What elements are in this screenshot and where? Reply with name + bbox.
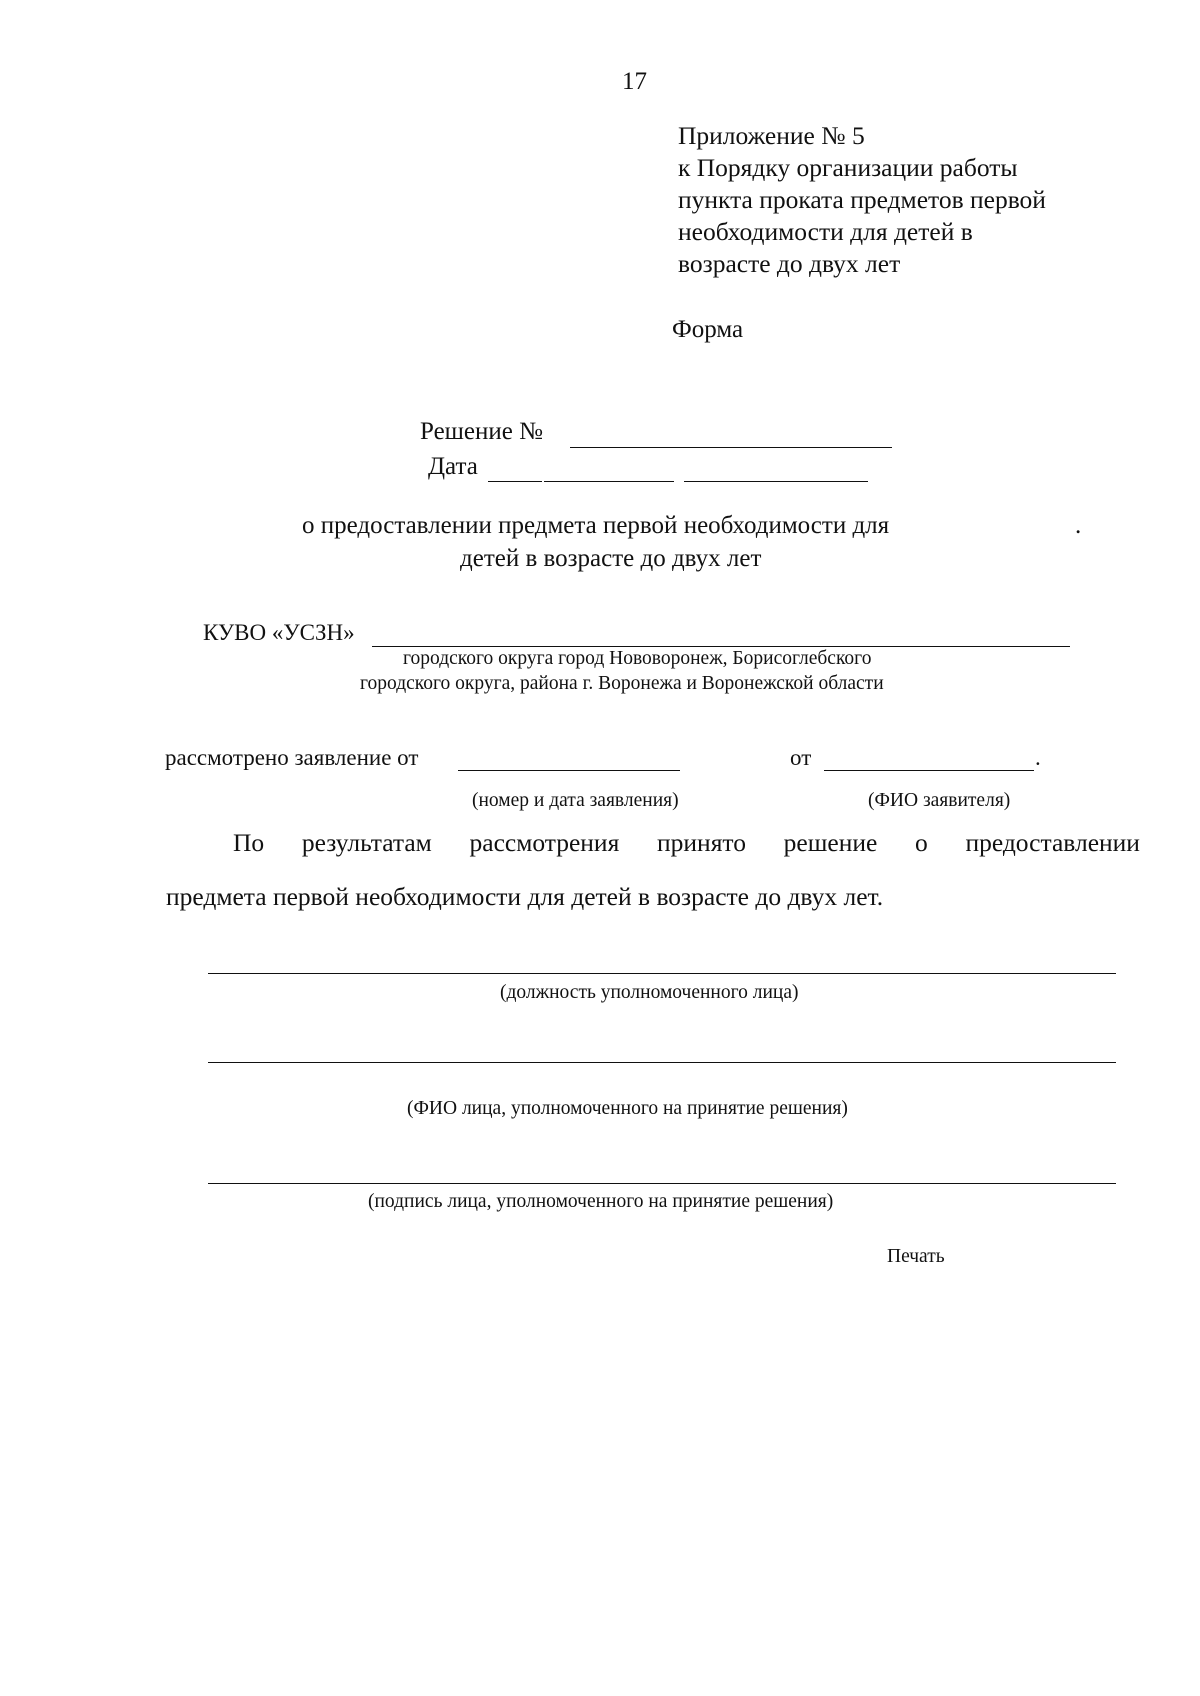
number-date-caption: (номер и дата заявления) [472,790,679,811]
body-word: принято [657,828,746,857]
decision-date-label: Дата [428,453,478,480]
from-label: от [790,745,812,770]
stray-dot: . [1075,512,1082,539]
agency-caption-2: городского округа, района г. Воронежа и Воронежской области [360,673,884,694]
appendix-line: необходимости для детей в [678,217,973,246]
appendix-line: к Порядку организации работы [678,153,1018,182]
appendix-line: пункта проката предметов первой [678,185,1046,214]
form-label: Форма [672,316,744,343]
body-line-1 [233,828,1140,858]
body-word: о [915,828,928,857]
appendix-line: возрасте до двух лет [678,249,901,278]
agency-caption-1: городского округа город Нововоронеж, Борисоглебского [403,648,872,669]
agency-label: КУВО «УСЗН» [203,620,355,645]
date-year-field[interactable] [684,481,868,482]
authorized-name-field[interactable] [208,1062,1116,1063]
decision-number-label: Решение № [420,418,543,445]
seal-label: Печать [887,1246,945,1267]
body-word: предоставлении [965,828,1140,857]
agency-field[interactable] [372,646,1070,647]
body-word: рассмотрения [469,828,620,857]
subject-line-1: о предоставлении предмета первой необходимости для [302,512,890,539]
applicant-caption: (ФИО заявителя) [868,790,1011,811]
body-word: По [233,828,265,857]
appendix-header [678,120,1046,280]
position-caption: (должность уполномоченного лица) [500,982,799,1003]
subject-line-2: детей в возрасте до двух лет [460,545,762,572]
applicant-name-field[interactable] [824,770,1034,771]
decision-number-field[interactable] [570,447,892,448]
signature-field[interactable] [208,1183,1116,1184]
appendix-title: Приложение № 5 [678,121,865,150]
application-number-date-field[interactable] [458,770,680,771]
signature-caption: (подпись лица, уполномоченного на принятие решения) [368,1191,834,1212]
authorized-name-caption: (ФИО лица, уполномоченного на принятие решения) [407,1098,848,1119]
body-word: результатам [301,828,432,857]
application-label: рассмотрено заявление от [165,745,419,770]
date-day-field[interactable] [488,481,542,482]
body-word: решение [783,828,878,857]
date-month-field[interactable] [544,481,674,482]
position-field[interactable] [208,973,1116,974]
body-line-2: предмета первой необходимости для детей в возрасте до двух лет. [166,882,884,911]
period: . [1035,745,1041,770]
page-number: 17 [622,68,647,95]
